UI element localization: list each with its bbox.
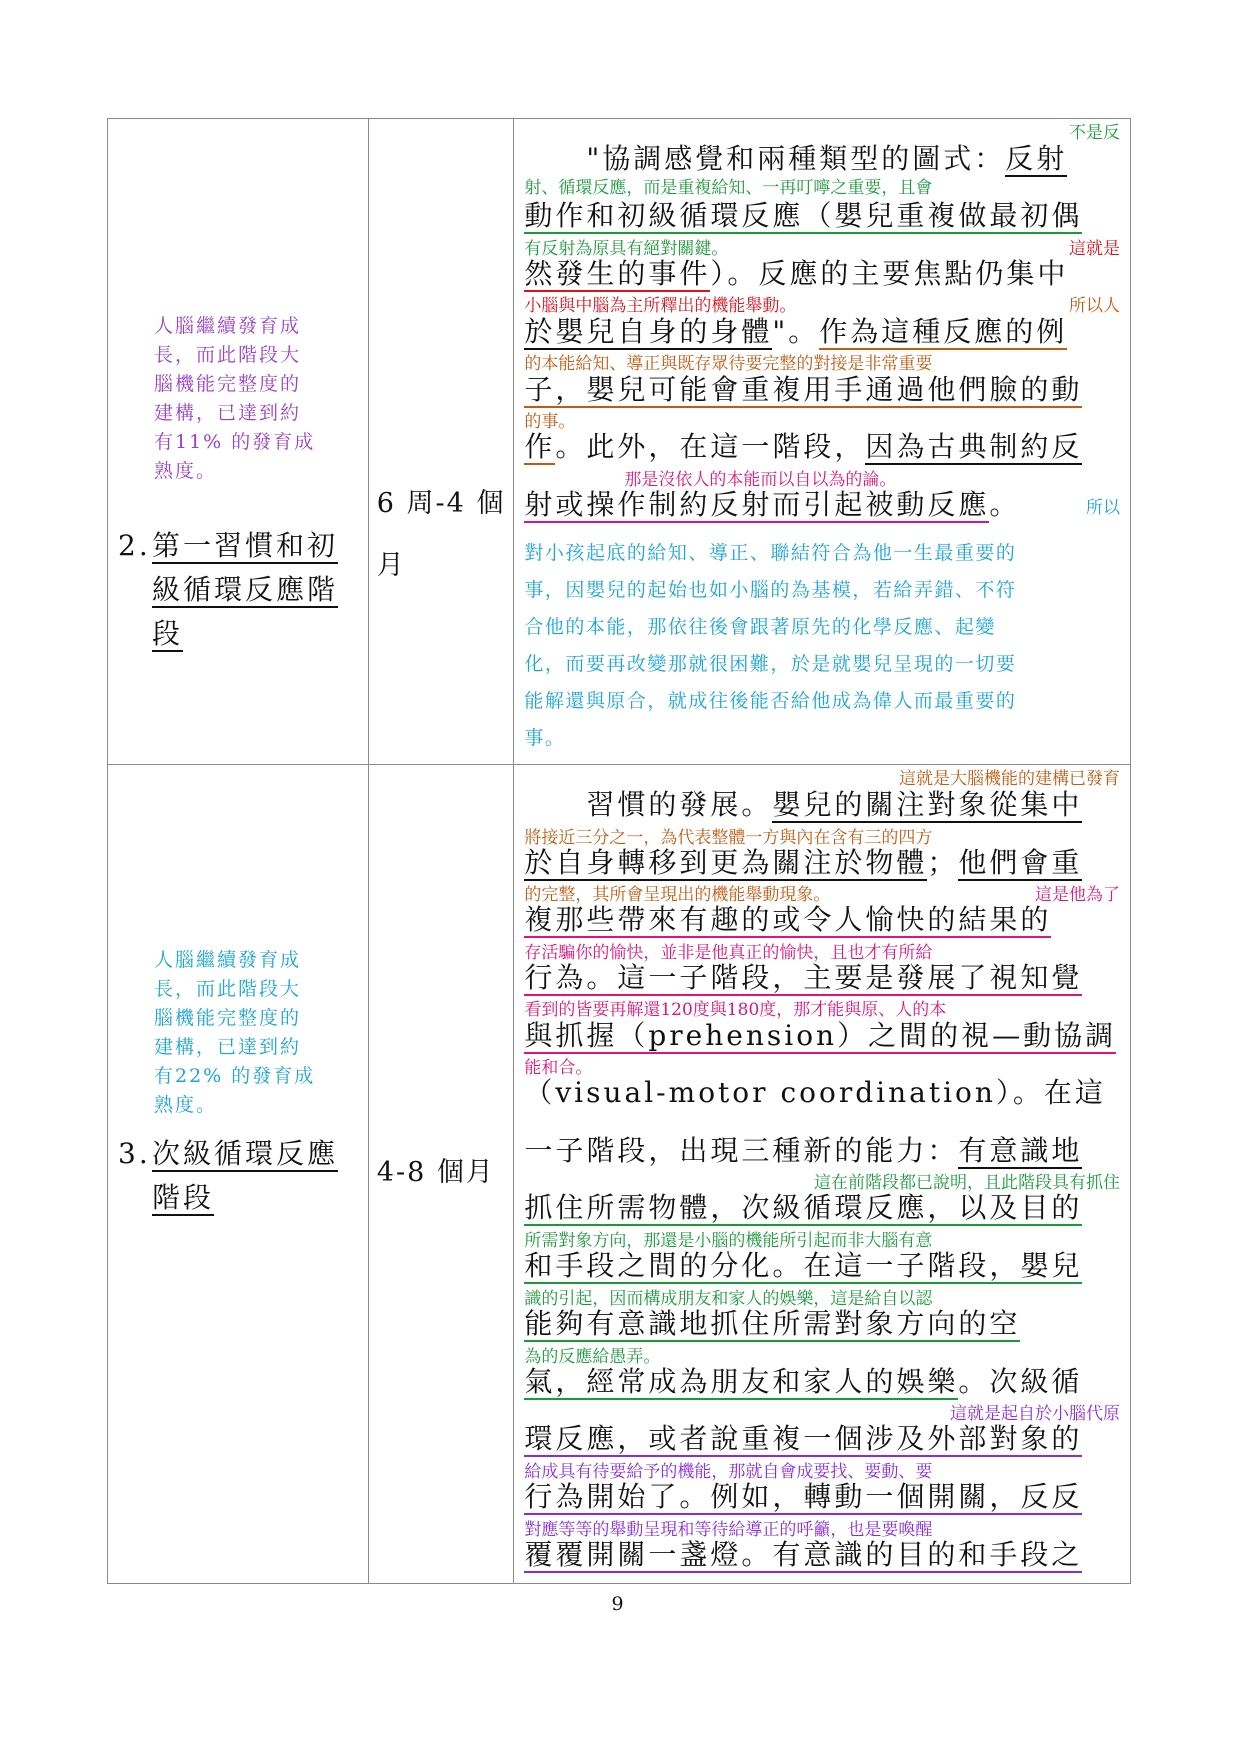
annotation: 事，因嬰兒的起始也如小腦的為基模，若給弄錯、不符 [524,579,1017,601]
content-line: 氣，經常成為朋友和家人的娛樂。次級循 [524,1365,1083,1398]
stage-cell [108,765,369,1584]
annotation: 能和合。 [524,1058,593,1078]
annotation: 事。 [524,727,566,749]
brain-note: 人腦繼續發育成 長，而此階段大 腦機能完整度的 建構，已達到約 有11% 的發育成 熟度。 [154,315,316,482]
content-cell [514,765,1131,1584]
content-line: 作。此外，在這一階段，因為古典制約反 [524,430,1083,463]
annotation: 這就是起自於小腦代原 [950,1404,1120,1424]
stage-title: 2. 第一習慣和初 級循環反應階 段 [118,529,339,650]
content-line: "協調感覺和兩種類型的圖式：反射 [586,142,1068,175]
annotation: 將接近三分之一，為代表整體一方與內在含有三的四方 [524,828,933,848]
annotation: 的事。 [524,412,576,432]
content-line: 射或操作制約反射而引起被動反應。 [524,488,1021,521]
table-row [108,765,1131,1584]
annotation: 那是沒依人的本能而以自以為的論。 [624,470,897,490]
content-line: 抓住所需物體，次級循環反應，以及目的 [524,1191,1083,1224]
annotation: 射、循環反應，而是重複給知、一再叮嚀之重要，且會 [524,178,933,198]
brain-note: 人腦繼續發育成 長，而此階段大 腦機能完整度的 建構，已達到約 有22% 的發育成 熟度。 [154,949,316,1116]
annotation: 所需對象方向，那還是小腦的機能所引起而非大腦有意 [524,1231,933,1251]
content-line: 覆覆開關一盞燈。有意識的目的和手段之 [524,1538,1083,1571]
annotation: 不是反 [1069,123,1120,143]
content-line: 習慣的發展。嬰兒的關注對象從集中 [586,788,1083,821]
annotation: 這在前階段都已說明，且此階段具有抓住 [814,1173,1120,1193]
content-line: 動作和初級循環反應（嬰兒重複做最初偶 [524,199,1083,232]
content-line: 於自身轉移到更為關注於物體；他們會重 [524,846,1083,879]
annotation: 能解還與原合，就成往後能否給他成為偉人而最重要的 [524,690,1017,712]
annotation: 給成具有待要給予的機能，那就自會成要找、要動、要 [524,1462,933,1482]
content-line: 於嬰兒自身的身體"。作為這種反應的例 [524,315,1068,348]
page-number: 9 [611,1593,624,1615]
content-line: 然發生的事件）。反應的主要焦點仍集中 [524,257,1069,290]
annotation: 這就是 [1069,239,1120,259]
annotation: 的本能給知、導正與既存眾待要完整的對接是非常重要 [524,354,933,374]
stage-title: 3. 次級循環反應 階段 [118,1137,339,1214]
stage-table [107,118,1131,1584]
age-cell [368,119,514,765]
content-line: 行為。這一子階段，主要是發展了視知覺 [524,961,1083,994]
annotation: 所以人 [1069,296,1120,316]
stage-number: 3. [118,1137,151,1170]
annotation: 識的引起，因而構成朋友和家人的娛樂，這是給自以認 [524,1289,933,1309]
stage-number: 2. [118,529,151,562]
table-row [108,119,1131,765]
content-line: 和手段之間的分化。在這一子階段，嬰兒 [524,1249,1083,1282]
content-line: 子，嬰兒可能會重複用手通過他們臉的動 [524,373,1083,406]
content-line: 能夠有意識地抓住所需對象方向的空 [524,1307,1021,1340]
annotation: 對應等等的舉動呈現和等待給導正的呼籲，也是要喚醒 [524,1520,933,1540]
annotation: 這就是大腦機能的建構已發育 [899,769,1120,789]
age-range: 4-8 個月 [376,1157,495,1188]
annotation: 所以 [1086,498,1120,518]
annotation: 存活騙你的愉快，並非是他真正的愉快，且也才有所給 [524,943,933,963]
content-line: 行為開始了。例如，轉動一個開關，反反 [524,1480,1083,1513]
annotation: 有反射為原具有絕對關鍵。 [524,239,729,259]
age-range: 6 周-4 個 月 [376,488,506,581]
annotation: 小腦與中腦為主所釋出的機能舉動。 [524,296,797,316]
stage-cell [108,119,369,765]
annotation: 為的反應給愚弄。 [524,1347,661,1367]
annotation: 看到的皆要再解還120度與180度，那才能與原、人的本 [524,1000,947,1020]
content-line: 一子階段，出現三種新的能力：有意識地 [524,1134,1083,1167]
content-line: 複那些帶來有趣的或令人愉快的結果的 [524,903,1052,936]
annotation: 對小孩起底的給知、導正、聯結符合為他一生最重要的 [524,542,1017,564]
content-line: 環反應，或者說重複一個涉及外部對象的 [524,1422,1083,1455]
annotation: 化，而要再改變那就很困難，於是就嬰兒呈現的一切要 [524,653,1017,675]
annotation: 這是他為了 [1035,885,1120,905]
age-cell [368,765,514,1584]
annotation: 的完整，其所會呈現出的機能舉動現象。 [524,885,831,905]
annotation: 合他的本能，那依往後會跟著原先的化學反應、起變 [524,616,996,638]
content-cell [514,119,1131,765]
content-line: 與抓握（prehension）之間的視—動協調 [524,1019,1117,1052]
content-line: （visual-motor coordination）。在這 [524,1076,1106,1109]
